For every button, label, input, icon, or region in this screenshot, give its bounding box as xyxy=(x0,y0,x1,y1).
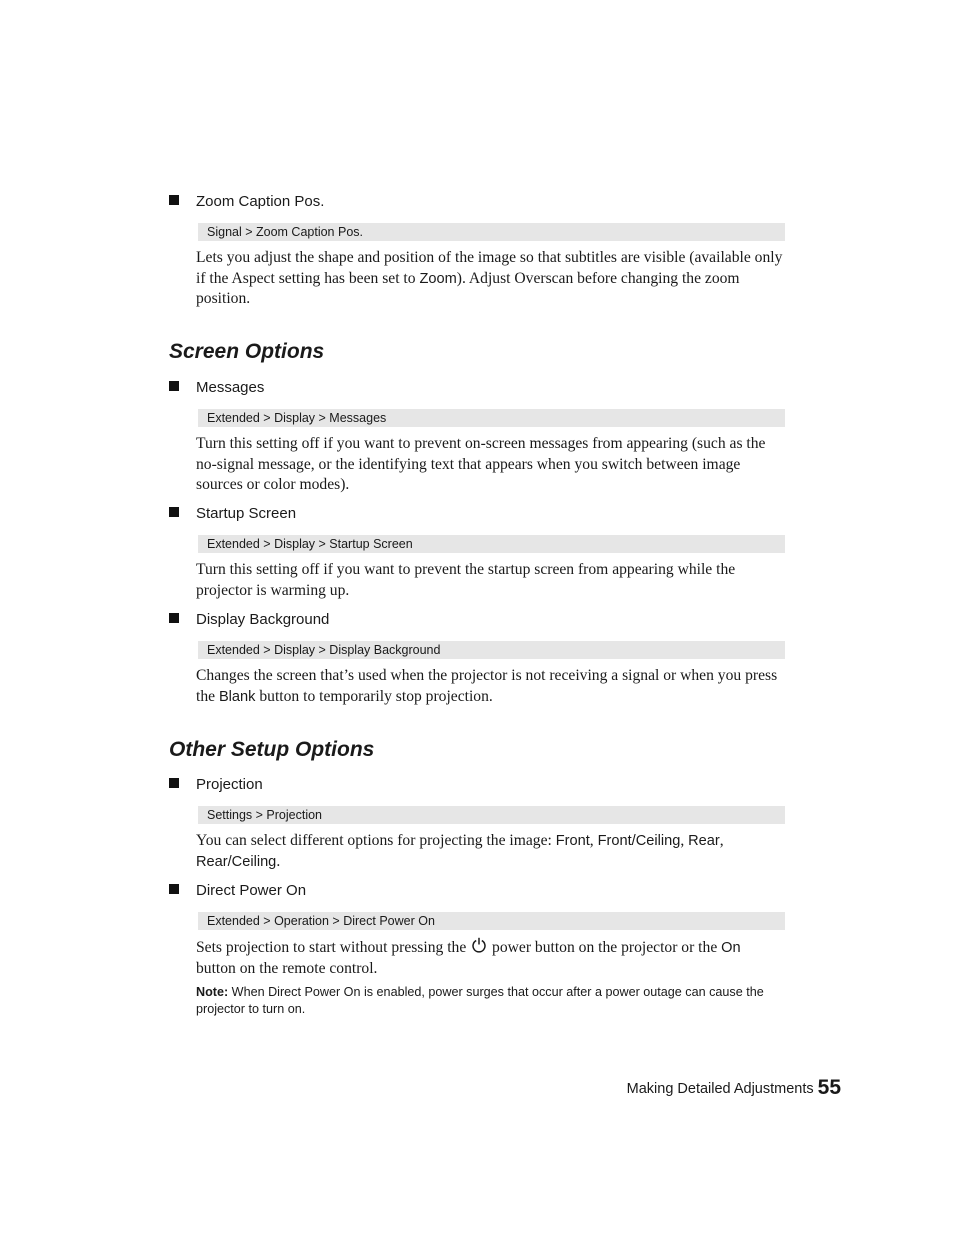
startup-screen-menu-path: Extended > Display > Startup Screen xyxy=(198,535,785,553)
page-number: 55 xyxy=(817,1076,841,1099)
projection-heading: Projection xyxy=(196,776,263,793)
display-background-description xyxy=(196,666,786,707)
direct-power-on-text-1: Sets projection to start without pressing the xyxy=(196,939,471,956)
direct-power-on-note xyxy=(196,984,786,1018)
bullet-square-icon xyxy=(169,778,179,788)
bullet-square-icon xyxy=(169,381,179,391)
direct-power-on-menu-path: Extended > Operation > Direct Power On xyxy=(198,912,785,930)
bullet-direct-power-on xyxy=(169,882,306,900)
bullet-square-icon xyxy=(169,884,179,894)
messages-description: Turn this setting off if you want to prevent on-screen messages from appearing (such as the no-signal message, or the identifying text that appears when you switch between image sources or color modes). xyxy=(196,435,766,494)
display-background-text-2: button to temporarily stop projection. xyxy=(255,687,493,705)
separator: , xyxy=(680,832,689,849)
bullet-projection xyxy=(169,776,263,794)
separator: , xyxy=(589,832,598,849)
zoom-caption-description xyxy=(196,248,786,310)
blank-button-label: Blank xyxy=(218,688,256,705)
option-front: Front xyxy=(555,833,590,849)
option-rear: Rear xyxy=(688,833,720,849)
bullet-square-icon xyxy=(169,613,179,623)
projection-text-end: . xyxy=(276,852,281,870)
startup-screen-heading: Startup Screen xyxy=(196,505,297,522)
bullet-square-icon xyxy=(169,507,179,517)
messages-heading: Messages xyxy=(196,379,265,396)
zoom-caption-text-1: Lets you adjust the shape and position of the image so that subtitles are visible (available only if the Aspect setting has been set to xyxy=(196,249,783,287)
direct-power-on-text-3: button on the remote control. xyxy=(196,959,378,977)
bullet-square-icon xyxy=(169,195,179,205)
separator: , xyxy=(719,832,724,849)
note-label: Note: xyxy=(196,985,229,999)
footer-section-title: Making Detailed Adjustments xyxy=(626,1081,814,1097)
display-background-text-1: Changes the screen that’s used when the projector is not receiving a signal or when you press the xyxy=(196,667,778,705)
projection-text-1: You can select different options for projecting the image: xyxy=(196,832,556,849)
other-setup-options-heading: Other Setup Options xyxy=(169,738,375,761)
zoom-caption-text-2: ). Adjust Overscan before changing the zoom position. xyxy=(196,269,740,308)
page-footer xyxy=(627,1076,841,1100)
power-icon xyxy=(472,937,486,953)
on-button-label: On xyxy=(721,940,741,956)
direct-power-on-text-2: power button on the projector or the xyxy=(488,939,722,956)
screen-options-heading: Screen Options xyxy=(169,340,325,363)
zoom-setting-label: Zoom xyxy=(419,270,457,287)
option-rear-ceiling: Rear/Ceiling xyxy=(196,853,277,870)
projection-menu-path: Settings > Projection xyxy=(198,806,785,824)
display-background-heading: Display Background xyxy=(196,611,330,628)
display-background-menu-path: Extended > Display > Display Background xyxy=(198,641,785,659)
bullet-zoom-caption-pos xyxy=(169,193,324,211)
bullet-messages xyxy=(169,379,264,397)
direct-power-on-description xyxy=(196,937,786,979)
direct-power-on-heading: Direct Power On xyxy=(196,882,307,899)
bullet-startup-screen xyxy=(169,505,296,523)
messages-menu-path: Extended > Display > Messages xyxy=(198,409,785,427)
option-front-ceiling: Front/Ceiling xyxy=(597,833,681,849)
bullet-display-background xyxy=(169,611,329,629)
zoom-caption-menu-path: Signal > Zoom Caption Pos. xyxy=(198,223,785,241)
startup-screen-description: Turn this setting off if you want to prevent the startup screen from appearing while the projector is warming up. xyxy=(196,561,736,599)
note-text: When Direct Power On is enabled, power surges that occur after a power outage can cause the projector to turn on. xyxy=(196,985,764,1016)
projection-description xyxy=(196,831,786,872)
zoom-caption-heading: Zoom Caption Pos. xyxy=(196,193,325,210)
